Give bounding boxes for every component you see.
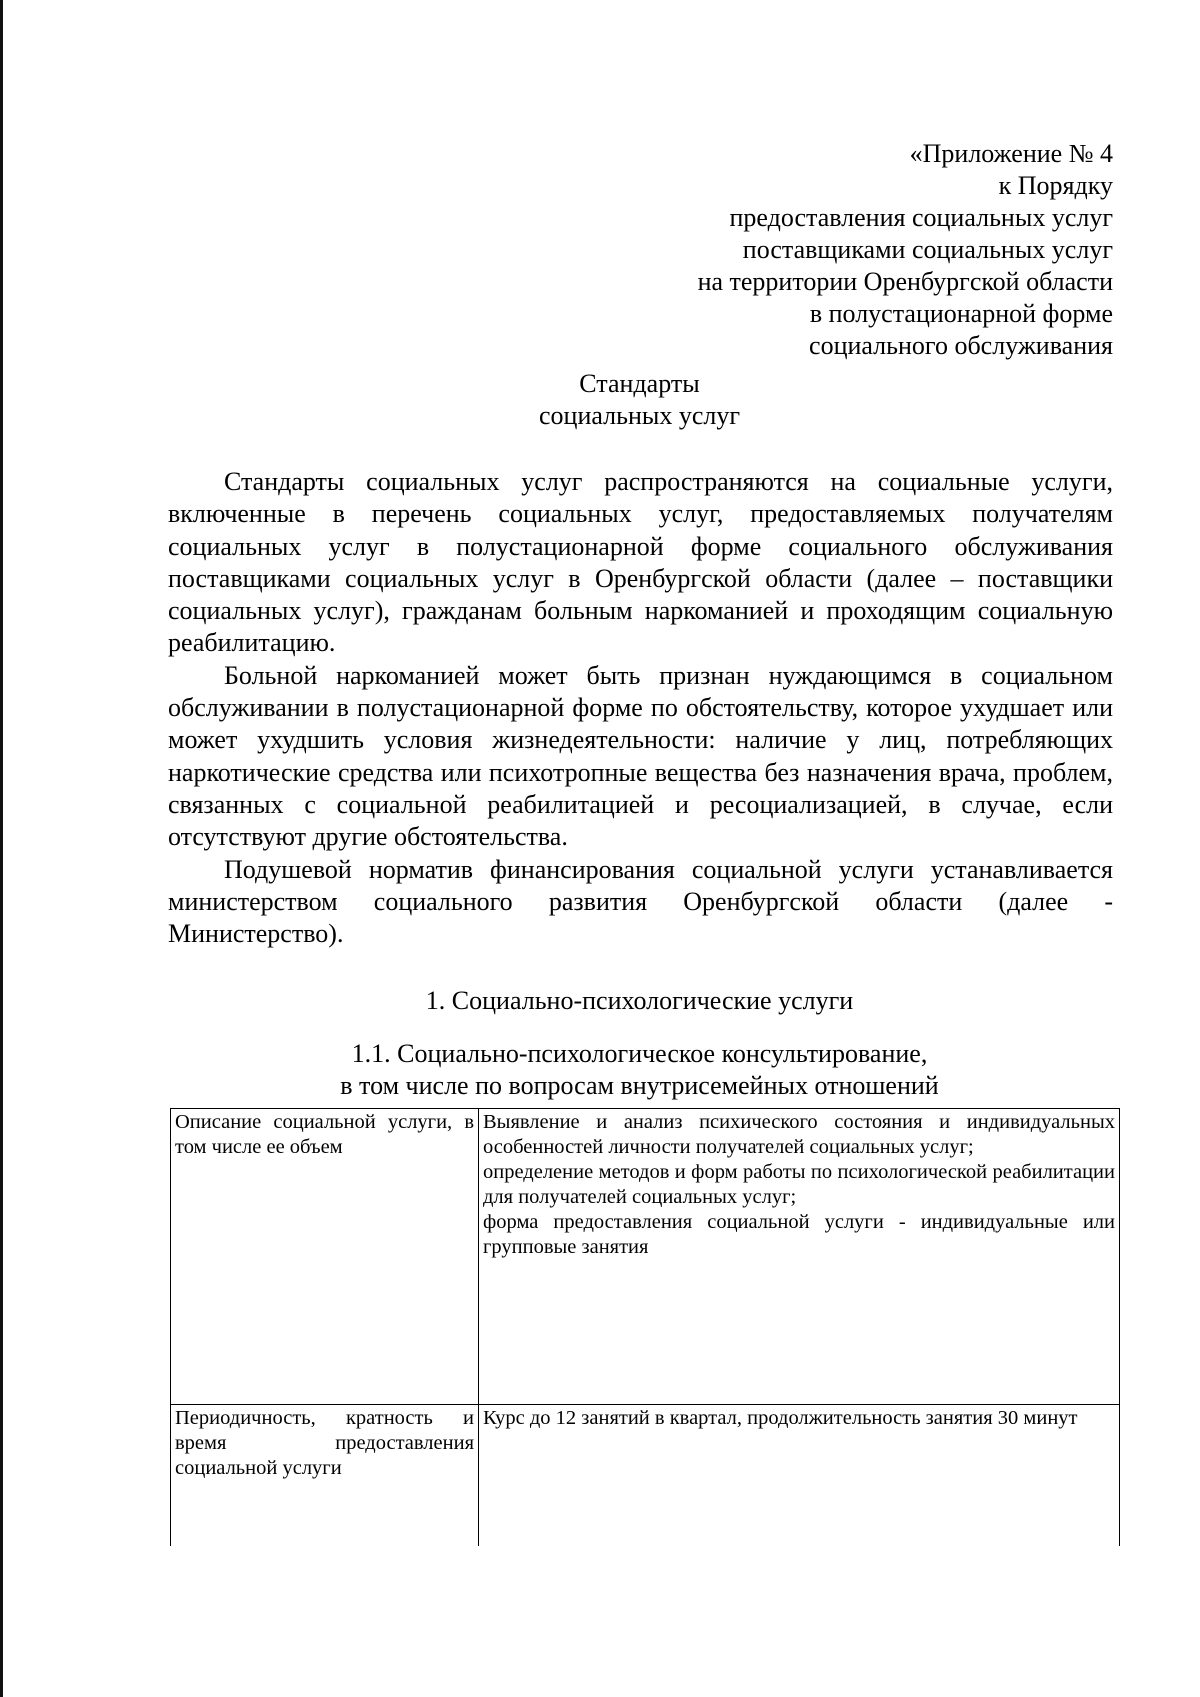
annex-header — [698, 138, 1113, 362]
subsection-line: в том числе по вопросам внутрисемейных отношений — [340, 1071, 939, 1100]
annex-line: поставщиками социальных услуг — [742, 235, 1113, 264]
annex-line: социального обслуживания — [809, 331, 1113, 360]
row-value — [479, 1405, 1120, 1547]
paragraph: Подушевой норматив финансирования социальной услуги устанавливается министерством социального развития Оренбургской области (далее - Министерство). — [168, 854, 1113, 949]
title-line: Стандарты — [579, 369, 700, 398]
table-row — [171, 1405, 1120, 1547]
subsection-title — [166, 1038, 1113, 1102]
value-line: Курс до 12 занятий в квартал, продолжительность занятия 30 минут — [483, 1407, 1078, 1429]
value-line: определение методов и форм работы по психологической реабилитации для получателей социальных услуг; — [483, 1161, 1115, 1208]
annex-line: в полустационарной форме — [809, 299, 1113, 328]
paragraph: Стандарты социальных услуг распространяются на социальные услуги, включенные в перечень социальных услуг, предоставляемых получателям социальных услуг в полустационарной форме социального обслуживания поставщиками социальных услуг в Оренбургской области (далее – поставщики социальных услуг), гражданам больным наркоманией и проходящим социальную реабилитацию. — [168, 467, 1113, 658]
document-title — [166, 368, 1113, 432]
annex-line: на территории Оренбургской области — [697, 267, 1113, 296]
subsection-line: 1.1. Социально-психологическое консультирование, — [351, 1039, 928, 1068]
section-title: 1. Социально-психологические услуги — [425, 986, 854, 1015]
annex-line: предоставления социальных услуг — [729, 203, 1113, 232]
row-value — [479, 1109, 1120, 1405]
row-label: Описание социальной услуги, в том числе ее объем — [171, 1109, 479, 1405]
row-label: Периодичность, кратность и время предоставления социальной услуги — [171, 1405, 479, 1547]
body-text — [168, 466, 1113, 950]
scan-edge — [0, 0, 3, 1697]
paragraph: Больной наркоманией может быть признан нуждающимся в социальном обслуживании в полустационарной форме по обстоятельству, которое ухудшает или может ухудшить условия жизнедеятельности: наличие у лиц, потребляющих наркотические средства или психотропные вещества без назначения врача, проблем, связанных с социальной реабилитацией и ресоциализацией, в случае, если отсутствуют другие обстоятельства. — [168, 660, 1113, 852]
table-row — [171, 1109, 1120, 1405]
value-line: Выявление и анализ психического состояния и индивидуальных особенностей личности получателей социальных услуг; — [483, 1111, 1115, 1158]
annex-line: «Приложение № 4 — [909, 139, 1113, 168]
standards-table — [170, 1108, 1120, 1546]
annex-line: к Порядку — [998, 171, 1113, 200]
title-line: социальных услуг — [538, 401, 741, 430]
value-line: форма предоставления социальной услуги - индивидуальные или групповые занятия — [483, 1211, 1115, 1258]
